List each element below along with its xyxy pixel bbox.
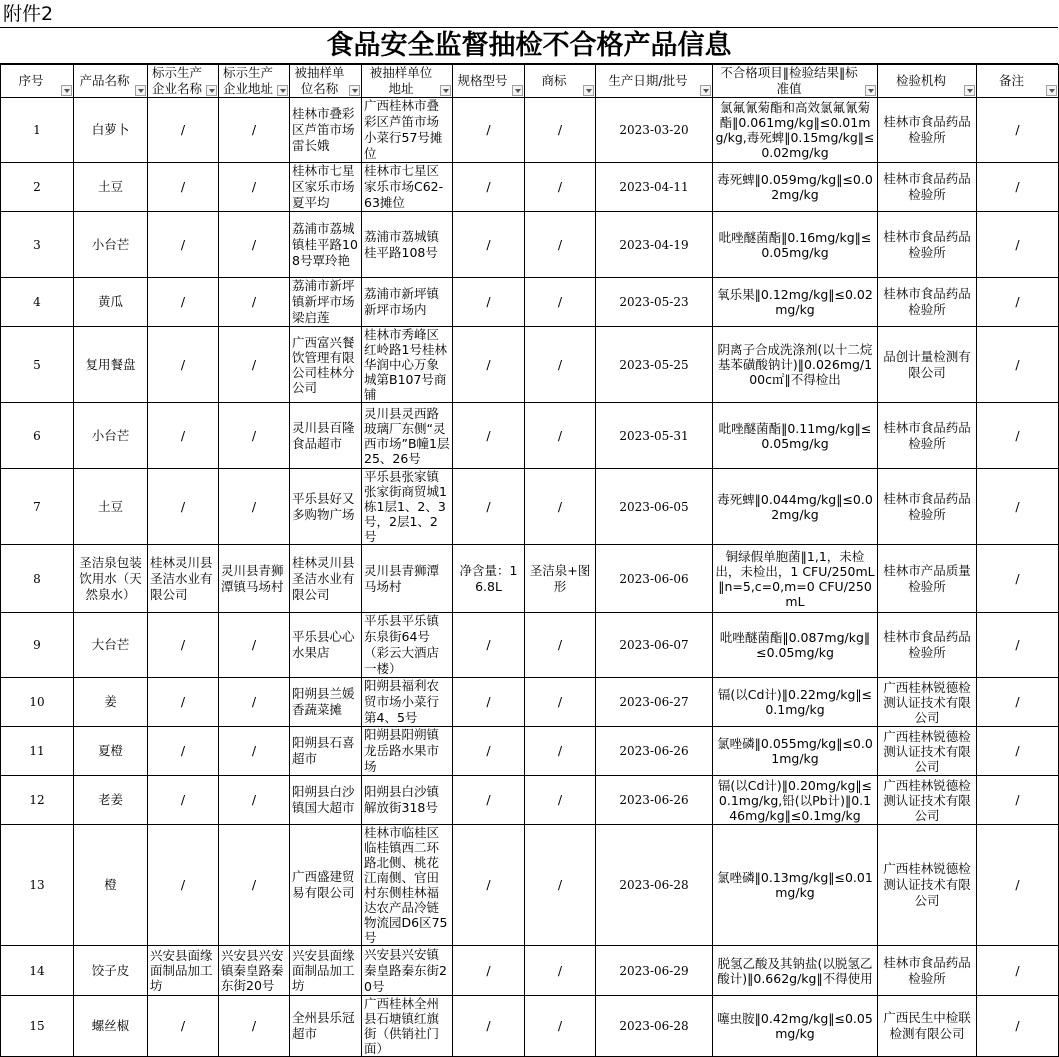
header-row [1,65,1059,98]
cell-manufacturer[interactable]: / [148,776,219,825]
cell-result[interactable]: 氯氟氰菊酯和高效氯氟氰菊酯‖0.061mg/kg‖≤0.01mg/kg,毒死蜱‖0.15mg/kg‖≤0.02mg/kg [713,98,878,163]
col-header-sampled-unit-address: 被抽样单位地址 [362,65,453,98]
cell-sampled-unit[interactable]: 阳朔县白沙镇国大超市 [290,776,362,825]
cell-result[interactable]: 噻虫胺‖0.42mg/kg‖≤0.05mg/kg [713,996,878,1057]
cell-manufacturer[interactable]: / [148,212,219,278]
cell-manufacturer-address[interactable]: 灵川县青狮潭镇马场村 [219,545,290,613]
cell-spec[interactable]: / [453,613,525,678]
cell-brand[interactable]: / [525,212,596,278]
cell-sampled-unit-address[interactable]: 灵川县灵西路玻璃厂东侧“灵西市场”B幢1层25、26号 [362,403,453,469]
cell-note[interactable]: / [977,212,1059,278]
cell-product[interactable]: 土豆 [74,469,148,545]
cell-sampled-unit[interactable]: 广西盛建贸易有限公司 [290,825,362,946]
col-header-manufacturer: 标示生产企业名称 [148,65,219,98]
cell-sampled-unit-address[interactable]: 桂林市秀峰区红岭路1号桂林华润中心万象城第B107号商铺 [362,327,453,403]
cell-brand[interactable]: / [525,996,596,1057]
cell-manufacturer[interactable]: / [148,613,219,678]
cell-note[interactable]: / [977,825,1059,946]
cell-result[interactable]: 氯唑磷‖0.13mg/kg‖≤0.01mg/kg [713,825,878,946]
filter-dropdown-icon[interactable] [349,85,360,96]
table-row [1,825,1059,946]
col-header-spec: 规格型号 [453,65,525,98]
filter-dropdown-icon[interactable] [700,85,711,96]
cell-manufacturer[interactable]: / [148,163,219,212]
cell-result[interactable]: 吡唑醚菌酯‖0.087mg/kg‖≤0.05mg/kg [713,613,878,678]
cell-no[interactable]: 2 [1,163,74,212]
cell-manufacturer-address[interactable]: / [219,776,290,825]
filter-dropdown-icon[interactable] [277,85,288,96]
cell-date[interactable]: 2023-06-26 [596,776,713,825]
col-header-manufacturer-address: 标示生产企业地址 [219,65,290,98]
table-row [1,996,1059,1057]
cell-brand[interactable]: / [525,727,596,776]
cell-result[interactable]: 吡唑醚菌酯‖0.11mg/kg‖≤0.05mg/kg [713,403,878,469]
cell-note[interactable]: / [977,403,1059,469]
cell-no[interactable]: 3 [1,212,74,278]
cell-date[interactable]: 2023-06-28 [596,996,713,1057]
cell-no[interactable]: 4 [1,278,74,327]
cell-no[interactable]: 15 [1,996,74,1057]
cell-manufacturer-address[interactable]: / [219,212,290,278]
cell-manufacturer[interactable]: / [148,327,219,403]
cell-brand[interactable]: / [525,327,596,403]
filter-dropdown-icon[interactable] [135,85,146,96]
cell-date[interactable]: 2023-06-26 [596,727,713,776]
cell-manufacturer[interactable]: / [148,98,219,163]
col-header-brand: 商标 [525,65,596,98]
col-header-date: 生产日期/批号 [596,65,713,98]
cell-sampled-unit-address[interactable]: 兴安县兴安镇秦皇路秦东街20号 [362,946,453,996]
cell-sampled-unit[interactable]: 桂林市七星区家乐市场夏平均 [290,163,362,212]
cell-no[interactable]: 14 [1,946,74,996]
cell-date[interactable]: 2023-04-11 [596,163,713,212]
cell-agency[interactable]: 品创计量检测有限公司 [878,327,977,403]
cell-note[interactable]: / [977,946,1059,996]
cell-agency[interactable]: 桂林市食品药品检验所 [878,403,977,469]
cell-sampled-unit-address[interactable]: 平乐县平乐镇东泉街64号（彩云大酒店一楼） [362,613,453,678]
cell-sampled-unit-address[interactable]: 广西桂林市叠彩区芦笛市场小菜行57号摊位 [362,98,453,163]
table-row [1,403,1059,469]
cell-agency[interactable]: 桂林市食品药品检验所 [878,98,977,163]
cell-manufacturer[interactable]: 桂林灵川县圣洁水业有限公司 [148,545,219,613]
table-row [1,98,1059,163]
table-row [1,545,1059,613]
cell-sampled-unit[interactable]: 桂林灵川县圣洁水业有限公司 [290,545,362,613]
cell-agency[interactable]: 广西桂林锐德检测认证技术有限公司 [878,727,977,776]
table-row [1,727,1059,776]
cell-manufacturer-address[interactable]: 兴安县兴安镇秦皇路秦东街20号 [219,946,290,996]
col-header-result: 不合格项目‖检验结果‖标准值 [713,65,878,98]
cell-no[interactable]: 13 [1,825,74,946]
table-row [1,776,1059,825]
cell-sampled-unit[interactable]: 平乐县心心水果店 [290,613,362,678]
cell-note[interactable]: / [977,727,1059,776]
cell-product[interactable]: 复用餐盘 [74,327,148,403]
cell-manufacturer[interactable]: / [148,727,219,776]
cell-agency[interactable]: 广西桂林锐德检测认证技术有限公司 [878,678,977,727]
cell-agency[interactable]: 桂林市食品药品检验所 [878,163,977,212]
cell-spec[interactable]: / [453,946,525,996]
cell-manufacturer-address[interactable]: / [219,825,290,946]
cell-agency[interactable]: 广西桂林锐德检测认证技术有限公司 [878,776,977,825]
cell-date[interactable]: 2023-05-31 [596,403,713,469]
cell-sampled-unit-address[interactable]: 桂林市七星区家乐市场C62-63摊位 [362,163,453,212]
cell-note[interactable]: / [977,327,1059,403]
col-header-no: 序号 [1,65,74,98]
cell-product[interactable]: 小台芒 [74,403,148,469]
cell-date[interactable]: 2023-06-29 [596,946,713,996]
cell-sampled-unit-address[interactable]: 平乐县张家镇张家街商贸城1栋1层1、2、3号，2层1、2号 [362,469,453,545]
cell-result[interactable]: 脱氢乙酸及其钠盐(以脱氢乙酸计)‖0.662g/kg‖不得使用 [713,946,878,996]
cell-sampled-unit-address[interactable]: 荔浦市新坪镇新坪市场内 [362,278,453,327]
table-row [1,327,1059,403]
cell-product[interactable]: 圣洁泉包装饮用水（天然泉水） [74,545,148,613]
cell-manufacturer-address[interactable]: / [219,163,290,212]
cell-manufacturer-address[interactable]: / [219,996,290,1057]
cell-product[interactable]: 小台芒 [74,212,148,278]
cell-manufacturer[interactable]: / [148,678,219,727]
cell-sampled-unit[interactable]: 桂林市叠彩区芦笛市场雷长娥 [290,98,362,163]
cell-spec[interactable]: / [453,996,525,1057]
cell-sampled-unit-address[interactable]: 阳朔县福利农贸市场小菜行第4、5号 [362,678,453,727]
col-header-note: 备注 [977,65,1059,98]
cell-no[interactable]: 11 [1,727,74,776]
cell-note[interactable]: / [977,278,1059,327]
cell-note[interactable]: / [977,469,1059,545]
cell-no[interactable]: 12 [1,776,74,825]
cell-spec[interactable]: / [453,98,525,163]
filter-dropdown-icon[interactable] [1046,85,1057,96]
cell-date[interactable]: 2023-05-23 [596,278,713,327]
cell-spec[interactable]: / [453,825,525,946]
cell-sampled-unit-address[interactable]: 桂林市临桂区临桂镇西二环路北侧、桃花江南侧、官田村东侧桂林福达农产品冷链物流园D6区75号 [362,825,453,946]
filter-dropdown-icon[interactable] [61,85,72,96]
cell-sampled-unit[interactable]: 平乐县好又多购物广场 [290,469,362,545]
cell-agency[interactable]: 桂林市食品药品检验所 [878,469,977,545]
cell-product[interactable]: 老姜 [74,776,148,825]
cell-manufacturer-address[interactable]: / [219,403,290,469]
cell-date[interactable]: 2023-06-07 [596,613,713,678]
col-header-agency: 检验机构 [878,65,977,98]
cell-date[interactable]: 2023-06-05 [596,469,713,545]
cell-no[interactable]: 7 [1,469,74,545]
sheet-title: 食品安全监督抽检不合格产品信息 [0,28,1058,64]
cell-product[interactable]: 姜 [74,678,148,727]
cell-manufacturer-address[interactable]: / [219,98,290,163]
cell-manufacturer-address[interactable]: / [219,727,290,776]
cell-note[interactable]: / [977,776,1059,825]
attachment-label: 附件2 [0,0,1058,28]
product-table [0,64,1059,1057]
cell-sampled-unit-address[interactable]: 阳朔县阳朔镇龙岳路水果市场 [362,727,453,776]
cell-spec[interactable]: / [453,469,525,545]
cell-spec[interactable]: / [453,327,525,403]
table-row [1,678,1059,727]
cell-spec[interactable]: / [453,776,525,825]
cell-brand[interactable]: / [525,776,596,825]
cell-note[interactable]: / [977,613,1059,678]
cell-agency[interactable]: 广西桂林锐德检测认证技术有限公司 [878,825,977,946]
cell-brand[interactable]: / [525,946,596,996]
cell-result[interactable]: 毒死蜱‖0.059mg/kg‖≤0.02mg/kg [713,163,878,212]
cell-sampled-unit-address[interactable]: 荔浦市荔城镇桂平路108号 [362,212,453,278]
cell-spec[interactable]: / [453,163,525,212]
cell-note[interactable]: / [977,545,1059,613]
cell-result[interactable]: 镉(以Cd计)‖0.20mg/kg‖≤0.1mg/kg,铅(以Pb计)‖0.146mg/kg‖≤0.1mg/kg [713,776,878,825]
cell-manufacturer[interactable]: / [148,403,219,469]
cell-brand[interactable]: / [525,98,596,163]
cell-brand[interactable]: / [525,825,596,946]
cell-note[interactable]: / [977,996,1059,1057]
cell-manufacturer-address[interactable]: / [219,278,290,327]
filter-dropdown-icon[interactable] [583,85,594,96]
cell-result[interactable]: 吡唑醚菌酯‖0.16mg/kg‖≤0.05mg/kg [713,212,878,278]
cell-agency[interactable]: 广西民生中检联检测有限公司 [878,996,977,1057]
cell-spec[interactable]: / [453,212,525,278]
cell-spec[interactable]: / [453,278,525,327]
cell-brand[interactable]: 圣洁泉+图形 [525,545,596,613]
cell-brand[interactable]: / [525,163,596,212]
col-header-product: 产品名称 [74,65,148,98]
cell-date[interactable]: 2023-06-27 [596,678,713,727]
cell-agency[interactable]: 桂林市产品质量检验所 [878,545,977,613]
cell-no[interactable]: 6 [1,403,74,469]
cell-product[interactable]: 饺子皮 [74,946,148,996]
cell-agency[interactable]: 桂林市食品药品检验所 [878,278,977,327]
cell-result[interactable]: 阴离子合成洗涤剂(以十二烷基苯磺酸钠计)‖0.026mg/100c㎡‖不得检出 [713,327,878,403]
cell-manufacturer[interactable]: / [148,469,219,545]
cell-note[interactable]: / [977,678,1059,727]
cell-sampled-unit-address[interactable]: 阳朔县白沙镇解放街318号 [362,776,453,825]
cell-brand[interactable]: / [525,403,596,469]
cell-sampled-unit[interactable]: 兴安县面缘面制品加工坊 [290,946,362,996]
filter-dropdown-icon[interactable] [865,85,876,96]
cell-no[interactable]: 5 [1,327,74,403]
cell-sampled-unit-address[interactable]: 灵川县青狮潭马场村 [362,545,453,613]
cell-product[interactable]: 白萝卜 [74,98,148,163]
cell-spec[interactable]: / [453,678,525,727]
cell-agency[interactable]: 桂林市食品药品检验所 [878,613,977,678]
cell-result[interactable]: 铜绿假单胞菌‖1,1，未检出，未检出，1 CFU/250mL‖n=5,c=0,m=0 CFU/250mL [713,545,878,613]
cell-no[interactable]: 8 [1,545,74,613]
cell-manufacturer[interactable]: / [148,825,219,946]
cell-result[interactable]: 镉(以Cd计)‖0.22mg/kg‖≤0.1mg/kg [713,678,878,727]
cell-manufacturer-address[interactable]: / [219,469,290,545]
cell-manufacturer[interactable]: / [148,278,219,327]
cell-result[interactable]: 氯唑磷‖0.055mg/kg‖≤0.01mg/kg [713,727,878,776]
cell-manufacturer[interactable]: 兴安县面缘面制品加工坊 [148,946,219,996]
cell-no[interactable]: 10 [1,678,74,727]
cell-brand[interactable]: / [525,678,596,727]
cell-no[interactable]: 9 [1,613,74,678]
filter-dropdown-icon[interactable] [512,85,523,96]
cell-product[interactable]: 土豆 [74,163,148,212]
cell-brand[interactable]: / [525,613,596,678]
cell-note[interactable]: / [977,163,1059,212]
table-row [1,163,1059,212]
cell-date[interactable]: 2023-06-28 [596,825,713,946]
cell-sampled-unit[interactable]: 荔浦市新坪镇新坪市场梁启莲 [290,278,362,327]
cell-date[interactable]: 2023-04-19 [596,212,713,278]
cell-sampled-unit[interactable]: 阳朔县兰媛香蔬菜摊 [290,678,362,727]
cell-sampled-unit[interactable]: 阳朔县石喜超市 [290,727,362,776]
filter-dropdown-icon[interactable] [964,85,975,96]
cell-agency[interactable]: 桂林市食品药品检验所 [878,212,977,278]
cell-manufacturer-address[interactable]: / [219,678,290,727]
table-row [1,278,1059,327]
cell-sampled-unit-address[interactable]: 广西桂林全州县石塘镇红旗街（供销社门面） [362,996,453,1057]
cell-product[interactable]: 夏橙 [74,727,148,776]
cell-sampled-unit[interactable]: 广西富兴餐饮管理有限公司桂林分公司 [290,327,362,403]
cell-result[interactable]: 氧乐果‖0.12mg/kg‖≤0.02mg/kg [713,278,878,327]
cell-brand[interactable]: / [525,469,596,545]
cell-product[interactable]: 大台芒 [74,613,148,678]
cell-sampled-unit[interactable]: 灵川县百隆食品超市 [290,403,362,469]
cell-brand[interactable]: / [525,278,596,327]
cell-manufacturer-address[interactable]: / [219,327,290,403]
table-row [1,946,1059,996]
cell-product[interactable]: 螺丝椒 [74,996,148,1057]
col-header-sampled-unit: 被抽样单位名称 [290,65,362,98]
cell-manufacturer-address[interactable]: / [219,613,290,678]
table-row [1,212,1059,278]
cell-date[interactable]: 2023-05-25 [596,327,713,403]
cell-spec[interactable]: / [453,727,525,776]
table-row [1,469,1059,545]
cell-result[interactable]: 毒死蜱‖0.044mg/kg‖≤0.02mg/kg [713,469,878,545]
cell-spec[interactable]: / [453,403,525,469]
cell-note[interactable]: / [977,98,1059,163]
cell-date[interactable]: 2023-06-06 [596,545,713,613]
cell-product[interactable]: 橙 [74,825,148,946]
cell-agency[interactable]: 桂林市食品药品检验所 [878,946,977,996]
filter-dropdown-icon[interactable] [440,85,451,96]
cell-no[interactable]: 1 [1,98,74,163]
table-row [1,613,1059,678]
cell-manufacturer[interactable]: / [148,996,219,1057]
cell-spec[interactable]: 净含量：16.8L [453,545,525,613]
cell-date[interactable]: 2023-03-20 [596,98,713,163]
cell-sampled-unit[interactable]: 荔浦市荔城镇桂平路108号覃玲艳 [290,212,362,278]
filter-dropdown-icon[interactable] [206,85,217,96]
cell-sampled-unit[interactable]: 全州县乐冠超市 [290,996,362,1057]
cell-product[interactable]: 黄瓜 [74,278,148,327]
